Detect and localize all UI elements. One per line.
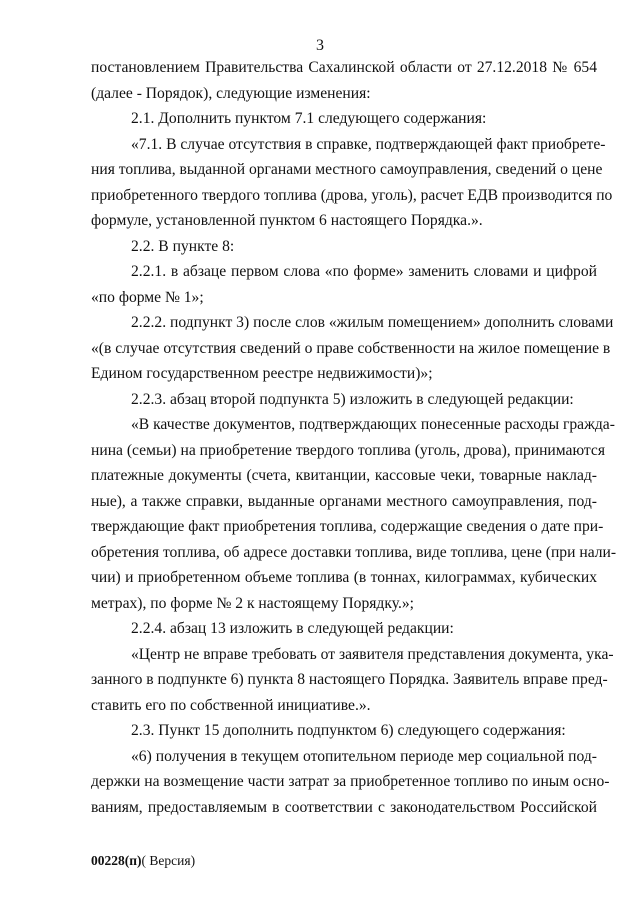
- text-line: держки на возмещение части затрат за приобретенное топливо по иным осно-: [91, 773, 610, 790]
- text-line: ставить его по собственной инициативе.».: [91, 696, 371, 714]
- text-line: 2.1. Дополнить пунктом 7.1 следующего содержания:: [131, 110, 487, 127]
- text-line: 2.2.4. абзац 13 изложить в следующей редакции:: [131, 620, 454, 637]
- text-line: ваниям, предоставляемым в соответствии с законодательством Российской: [91, 798, 597, 816]
- text-line: приобретенного твердого топлива (дрова, уголь), расчет ЕДВ производится по: [91, 186, 613, 204]
- text-line: ные), а также справки, выданные органами местного самоуправления, под-: [91, 492, 597, 510]
- text-line: «В качестве документов, подтверждающих понесенные расходы гражда-: [131, 416, 615, 433]
- page-number: 3: [316, 37, 324, 54]
- text-line: «по форме № 1»;: [91, 288, 204, 306]
- text-line: постановлением Правительства Сахалинской области от 27.12.2018 № 654: [91, 59, 597, 76]
- text-line: занного в подпункте 6) пункта 8 настоящего Порядка. Заявитель вправе пред-: [91, 671, 608, 688]
- text-line: обретения топлива, об адресе доставки топлива, виде топлива, цене (при нали-: [91, 543, 617, 561]
- version-label: ( Версия): [141, 853, 196, 868]
- text-line: (далее - Порядок), следующие изменения:: [91, 84, 371, 102]
- document-footer: [91, 853, 195, 869]
- text-line: ния топлива, выданной органами местного самоуправления, сведений о цене: [91, 161, 603, 178]
- text-line: 2.2.3. абзац второй подпункта 5) изложить в следующей редакции:: [131, 390, 574, 408]
- text-line: нина (семьи) на приобретение твердого топлива (уголь, дрова), принимаются: [91, 441, 606, 459]
- text-line: «6) получения в текущем отопительном периоде мер социальной под-: [131, 747, 597, 765]
- text-line: метрах), по форме № 2 к настоящему Порядку.»;: [91, 594, 414, 612]
- text-line: «(в случае отсутствия сведений о праве собственности на жилое помещение в: [91, 339, 611, 357]
- text-line: формуле, установленной пунктом 6 настоящего Порядка.».: [91, 212, 483, 229]
- text-line: платежные документы (счета, квитанции, кассовые чеки, товарные наклад-: [91, 467, 597, 484]
- text-line: 2.3. Пункт 15 дополнить подпунктом 6) следующего содержания:: [131, 722, 566, 739]
- text-line: Едином государственном реестре недвижимости)»;: [91, 365, 433, 382]
- document-body: [91, 55, 617, 820]
- text-line: «7.1. В случае отсутствия в справке, подтверждающей факт приобрете-: [131, 135, 606, 153]
- text-line: 2.2.1. в абзаце первом слова «по форме» заменить словами и цифрой: [131, 263, 597, 280]
- text-line: 2.2.2. подпункт 3) после слов «жилым помещением» дополнить словами: [131, 314, 614, 331]
- document-code: 00228(п): [91, 853, 142, 868]
- text-line: тверждающие факт приобретения топлива, содержащие сведения о дате при-: [91, 518, 604, 535]
- text-line: «Центр не вправе требовать от заявителя представления документа, ука-: [131, 645, 614, 663]
- text-line: 2.2. В пункте 8:: [131, 237, 235, 255]
- text-line: чии) и приобретенном объеме топлива (в тоннах, килограммах, кубических: [91, 569, 597, 586]
